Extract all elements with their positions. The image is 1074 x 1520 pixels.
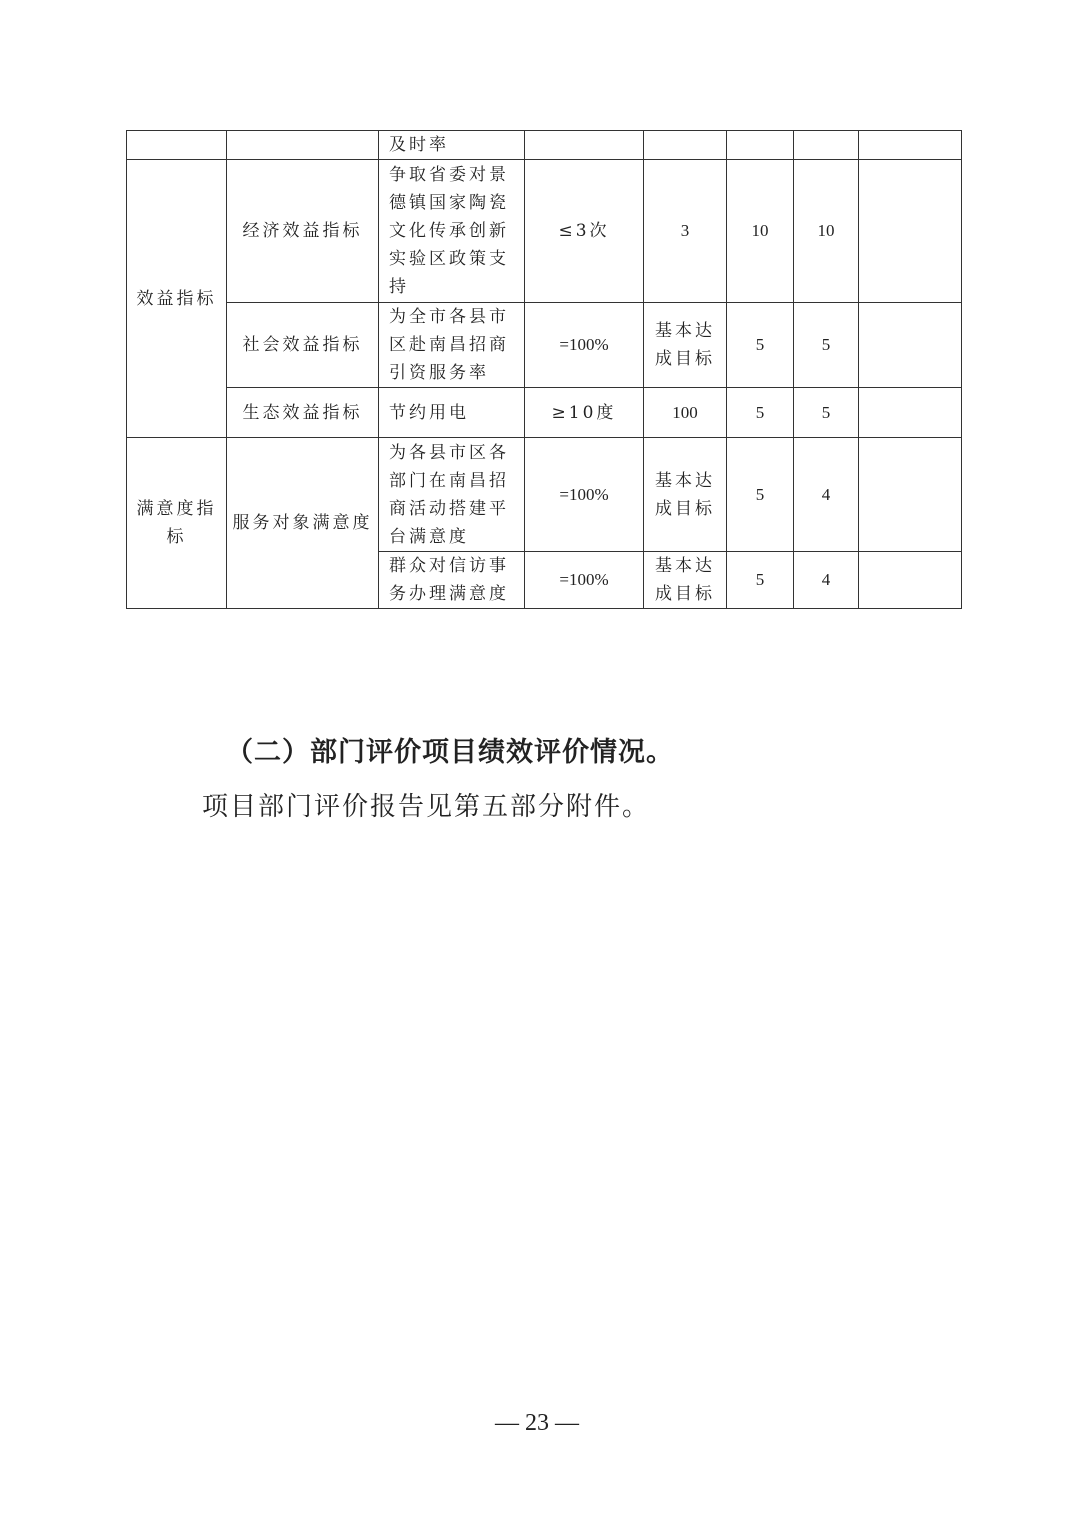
target-cell: =100% <box>525 552 644 609</box>
page-number: — 23 — <box>495 1410 579 1436</box>
level1-indicator-cell: 效益指标 <box>127 160 227 438</box>
level2-indicator-cell: 经济效益指标 <box>227 160 379 303</box>
actual-cell: 3 <box>644 160 727 303</box>
level2-indicator-cell: 社会效益指标 <box>227 303 379 388</box>
weight-cell: 10 <box>727 160 794 303</box>
table-row <box>127 131 962 160</box>
section-heading: （二）部门评价项目绩效评价情况。 <box>226 737 674 768</box>
cell <box>794 131 859 160</box>
target-cell: ≤3次 <box>525 160 644 303</box>
weight-cell: 5 <box>727 552 794 609</box>
indicator-cell: 群众对信访事务办理满意度 <box>379 552 525 609</box>
indicator-cell: 节约用电 <box>379 388 525 438</box>
cell <box>127 131 227 160</box>
actual-cell: 基本达成目标 <box>644 438 727 552</box>
performance-table <box>126 130 962 609</box>
target-cell: =100% <box>525 438 644 552</box>
score-cell: 4 <box>794 552 859 609</box>
indicator-cell: 为全市各县市区赴南昌招商引资服务率 <box>379 303 525 388</box>
cell <box>525 131 644 160</box>
remark-cell <box>859 160 962 303</box>
remark-cell <box>859 438 962 552</box>
weight-cell: 5 <box>727 388 794 438</box>
cell <box>859 131 962 160</box>
score-cell: 5 <box>794 303 859 388</box>
body-paragraph: 项目部门评价报告见第五部分附件。 <box>202 792 651 822</box>
remark-cell <box>859 552 962 609</box>
target-cell: =100% <box>525 303 644 388</box>
indicator-cell: 为各县市区各部门在南昌招商活动搭建平台满意度 <box>379 438 525 552</box>
level2-indicator-cell: 生态效益指标 <box>227 388 379 438</box>
level1-indicator-cell: 满意度指标 <box>127 438 227 609</box>
target-cell: ≥10度 <box>525 388 644 438</box>
level2-indicator-cell: 服务对象满意度 <box>227 438 379 609</box>
actual-cell: 基本达成目标 <box>644 552 727 609</box>
score-cell: 10 <box>794 160 859 303</box>
weight-cell: 5 <box>727 438 794 552</box>
actual-cell: 基本达成目标 <box>644 303 727 388</box>
table-row <box>127 160 962 303</box>
table-row <box>127 438 962 552</box>
cell <box>727 131 794 160</box>
table-row <box>127 388 962 438</box>
score-cell: 5 <box>794 388 859 438</box>
indicator-cell: 及时率 <box>379 131 525 160</box>
remark-cell <box>859 388 962 438</box>
cell <box>644 131 727 160</box>
weight-cell: 5 <box>727 303 794 388</box>
score-cell: 4 <box>794 438 859 552</box>
actual-cell: 100 <box>644 388 727 438</box>
table-row <box>127 303 962 388</box>
indicator-cell: 争取省委对景德镇国家陶瓷文化传承创新实验区政策支持 <box>379 160 525 303</box>
remark-cell <box>859 303 962 388</box>
cell <box>227 131 379 160</box>
